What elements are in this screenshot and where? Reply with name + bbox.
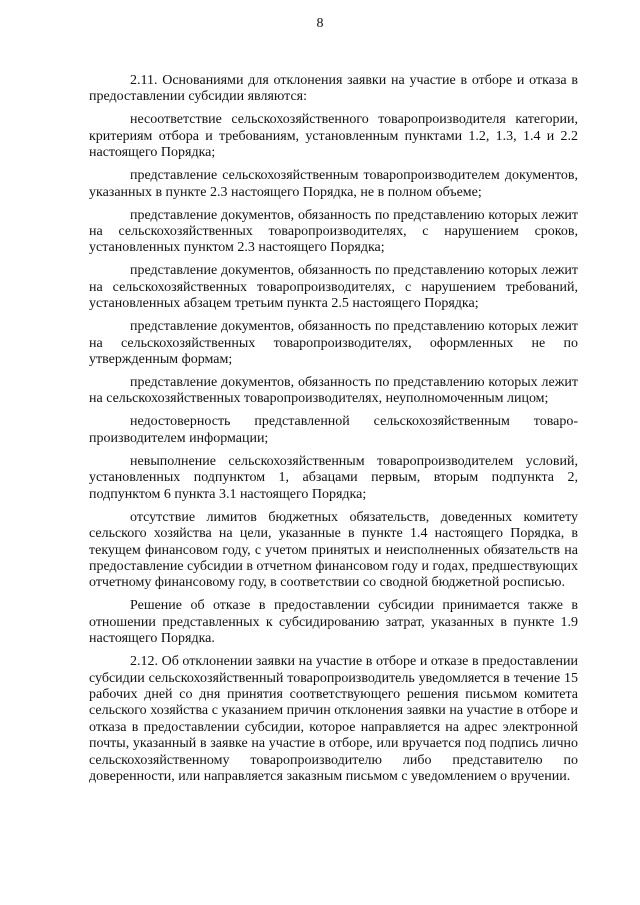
- paragraph-item: недостоверность представленной сельскохозяйственным товаро-производителем информации;: [89, 414, 578, 446]
- paragraph-item: представление сельскохозяйственным товаропроизводителем документов, указанных в пункте 2.3 настоящего Порядка, не в полном объеме;: [89, 168, 578, 200]
- paragraph-item: несоответствие сельскохозяйственного товаропроизводителя категории, критериям отбора и требованиям, установленным пунктами 1.2, 1.3, 1.4 и 2.2 настоящего Порядка;: [89, 112, 578, 161]
- paragraph-2-12: 2.12. Об отклонении заявки на участие в отборе и отказе в предоставлении субсидии сельскохозяйственный товаропроизводитель уведомляется в течение 15 рабочих дней со дня принятия соответствующего решения письмом комитета сельского хозяйства с указанием причин отклонения заявки на участие в отборе и отказа в предоставлении субсидии, которое направляется на адрес электронной почты, указанный в заявке на участие в отборе, или вручается под подпись лично сельскохозяйственному товаропроизводителю либо представителю по доверенности, или направляется заказным письмом с уведомлением о вручении.: [89, 654, 578, 784]
- page-number: 8: [316, 16, 324, 31]
- paragraph-item: представление документов, обязанность по представлению которых лежит на сельскохозяйственных товаропроизводителях, с нарушением сроков, установленных пунктом 2.3 настоящего Порядка;: [89, 207, 578, 256]
- paragraph-item: представление документов, обязанность по представлению которых лежит на сельскохозяйственных товаропроизводителях, оформленных не по утвержденным формам;: [89, 319, 578, 368]
- paragraph-refusal-decision: Решение об отказе в предоставлении субсидии принимается также в отношении представленных к субсидированию затрат, указанных в пункте 1.9 настоящего Порядка.: [89, 598, 578, 647]
- paragraph-item: представление документов, обязанность по представлению которых лежит на сельскохозяйственных товаропроизводителях, неуполномоченным лицом;: [89, 375, 578, 407]
- paragraph-item: отсутствие лимитов бюджетных обязательств, доведенных комитету сельского хозяйства на цели, указанные в пункте 1.4 настоящего Порядка, в текущем финансовом году, с учетом принятых и неисполненных обязательств на предоставление субсидии в отчетном финансовом году и годах, предшествующих отчетному финансовому году, в соответствии со сводной бюджетной росписью.: [89, 509, 579, 591]
- paragraph-item: представление документов, обязанность по представлению которых лежит на сельскохозяйственных товаропроизводителях, с нарушением требований, установленных абзацем третьим пункта 2.5 настоящего Порядка;: [89, 263, 578, 312]
- document-body: [89, 73, 578, 785]
- paragraph-item: невыполнение сельскохозяйственным товаропроизводителем условий, установленных подпунктом 1, абзацами первым, вторым подпункта 2, подпунктом 6 пункта 3.1 настоящего Порядка;: [89, 453, 578, 502]
- paragraph-2-11-intro: 2.11. Основаниями для отклонения заявки на участие в отборе и отказа в предоставлении субсидии являются:: [89, 73, 578, 105]
